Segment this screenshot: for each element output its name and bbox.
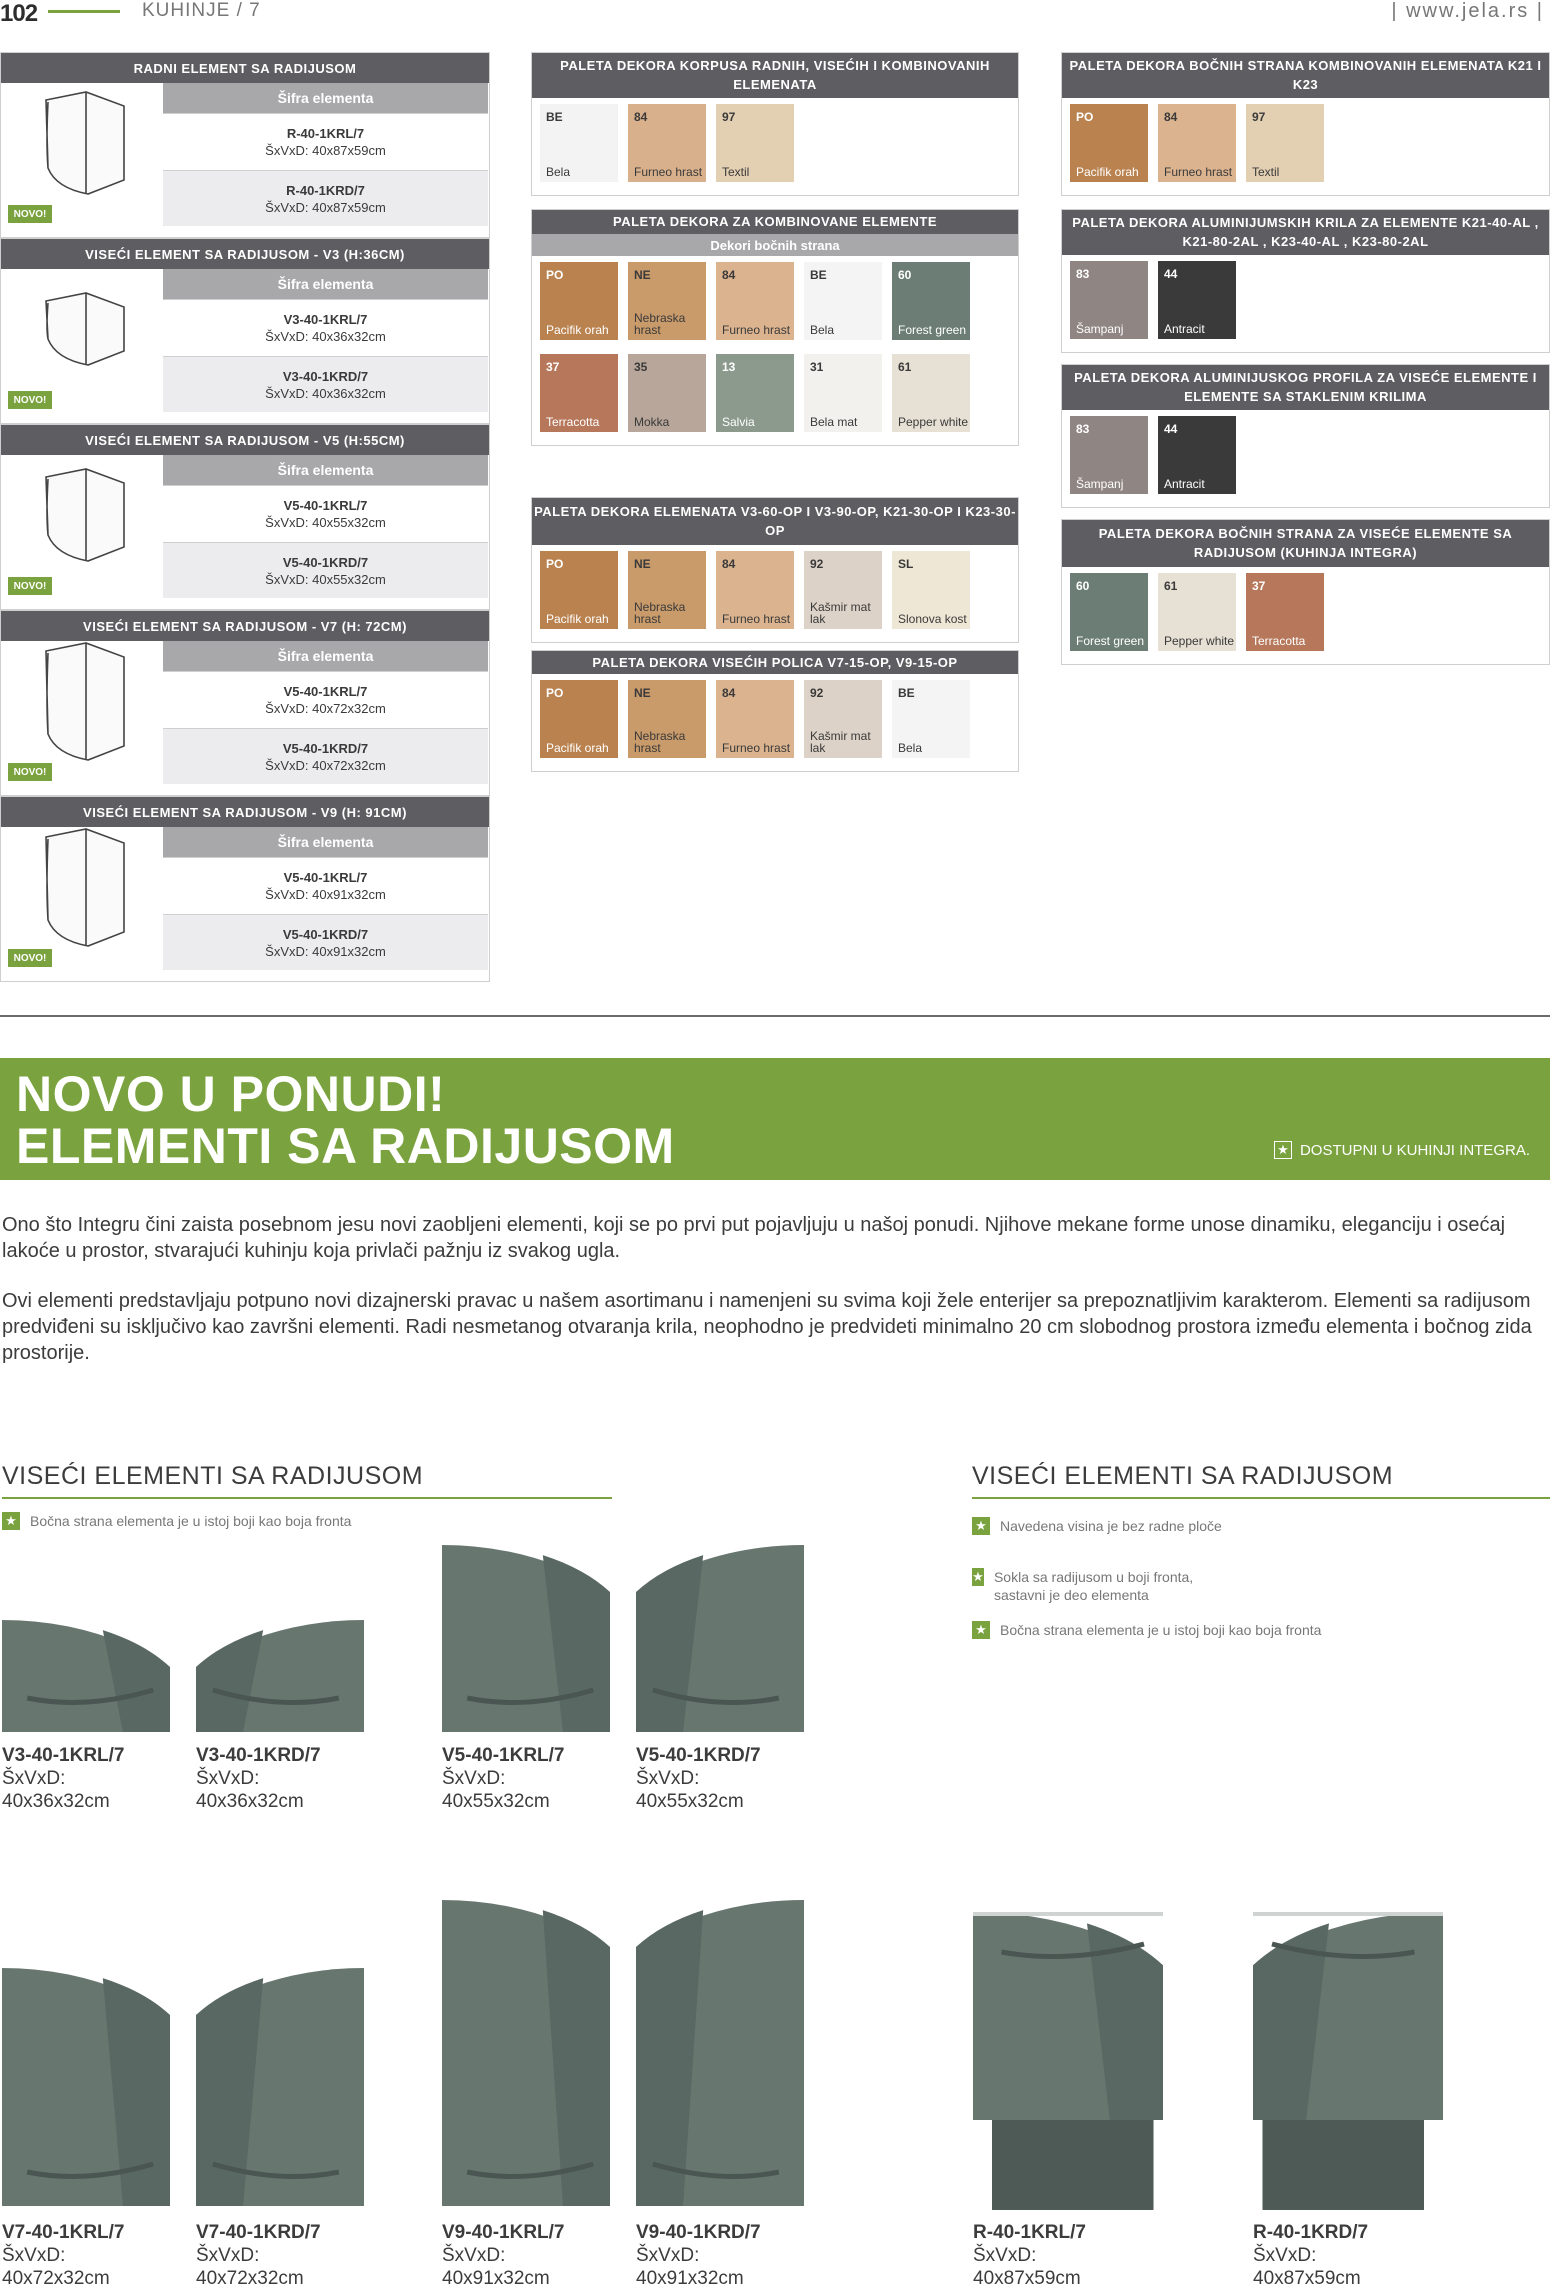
swatch-code: 13	[722, 360, 736, 374]
color-swatch[interactable]	[1070, 261, 1148, 339]
swatch-name: Furneo hrast	[722, 741, 791, 755]
right-note-2	[972, 1568, 1232, 1604]
swatch-code: PO	[546, 268, 564, 282]
site-url[interactable]: | www.jela.rs |	[1391, 0, 1544, 22]
cabinet-label	[442, 1744, 565, 1813]
right-section-heading: VISEĆI ELEMENTI SA RADIJUSOM	[972, 1462, 1394, 1490]
wall-cabinet-image	[2, 1968, 170, 2206]
cabinet-dimensions: 40x87x59cm	[973, 2268, 1081, 2289]
cabinet-outline-drawing	[26, 88, 136, 198]
swatch-name: Furneo hrast	[722, 323, 791, 337]
product-thumbnail	[4, 828, 158, 946]
swatch-code: PO	[1076, 110, 1094, 124]
color-swatch[interactable]	[540, 354, 618, 432]
cabinet-dimensions: 40x87x59cm	[1253, 2268, 1361, 2289]
intro-paragraph-2: Ovi elementi predstavljaju potpuno novi dizajnerski pravac u našem asortimanu i namenjeni su svima koji žele enterijer sa prepoznatljivim karakterom. Elementi sa radijusom predviđeni su isključivo kao završni elementi. Radi nesmetanog otvaranja krila, neophodno je predvideti minimalno 20 cm slobodnog prostora između elementa i bočnog zida prostorije.	[2, 1290, 1532, 1364]
cabinet-code: V3-40-1KRL/7	[2, 1745, 125, 1766]
product-code: V5-40-1KRD/7	[282, 926, 369, 942]
product-code: R-40-1KRL/7	[286, 125, 365, 141]
cabinet-label	[1253, 2221, 1368, 2290]
cabinet-label	[2, 2221, 125, 2290]
cabinet-outline-drawing	[26, 465, 136, 565]
color-swatch[interactable]	[804, 551, 882, 629]
product-code-row[interactable]	[163, 356, 488, 412]
product-block-title: RADNI ELEMENT SA RADIJUSOM	[1, 53, 489, 83]
product-dimensions: ŠxVxD: 40x36x32cm	[265, 328, 386, 344]
cabinet-label	[2, 1744, 125, 1813]
swatch-name: Textil	[1252, 165, 1280, 179]
wall-cabinet-image	[636, 1900, 804, 2206]
section-label: KUHINJE / 7	[142, 0, 261, 21]
cabinet-dim-label: ŠxVxD:	[442, 2245, 506, 2266]
color-swatch[interactable]	[716, 551, 794, 629]
swatch-name: Nebraska hrast	[634, 600, 686, 626]
swatch-name: Slonova kost	[898, 612, 967, 626]
cabinet-dimensions: 40x36x32cm	[2, 1791, 110, 1812]
product-dimensions: ŠxVxD: 40x72x32cm	[265, 700, 386, 716]
product-thumbnail	[4, 642, 158, 760]
cabinet-label	[442, 2221, 565, 2290]
cabinet-dimensions: 40x36x32cm	[196, 1791, 304, 1812]
cabinet-label	[636, 1744, 761, 1813]
product-dimensions: ŠxVxD: 40x91x32cm	[265, 943, 386, 959]
product-code: V3-40-1KRL/7	[283, 311, 368, 327]
product-code: V5-40-1KRL/7	[283, 869, 368, 885]
palette-title: PALETA DEKORA BOČNIH STRANA KOMBINOVANIH ELEMENATA K21 I K23	[1061, 52, 1550, 98]
cabinet-dim-label: ŠxVxD:	[196, 2245, 260, 2266]
color-swatch[interactable]	[628, 551, 706, 629]
swatch-code: BE	[546, 110, 563, 124]
product-dimensions: ŠxVxD: 40x55x32cm	[265, 571, 386, 587]
new-badge: NOVO!	[8, 205, 52, 223]
swatch-name: Terracotta	[1252, 634, 1306, 648]
product-dimensions: ŠxVxD: 40x87x59cm	[265, 199, 386, 215]
cabinet-dim-label: ŠxVxD:	[196, 1768, 260, 1789]
cabinet-code: V9-40-1KRL/7	[442, 2222, 565, 2243]
star-icon: ★	[972, 1517, 990, 1535]
cabinet-label	[636, 2221, 761, 2290]
color-swatch[interactable]	[628, 262, 706, 340]
swatch-name: Pacifik orah	[546, 741, 609, 755]
cabinet-code: V7-40-1KRL/7	[2, 2222, 125, 2243]
product-code: V5-40-1KRL/7	[283, 683, 368, 699]
product-dimensions: ŠxVxD: 40x55x32cm	[265, 514, 386, 530]
right-section-rule	[972, 1497, 1550, 1499]
swatch-code: 97	[1252, 110, 1266, 124]
cabinet-outline-drawing	[26, 289, 136, 369]
color-swatch[interactable]	[628, 354, 706, 432]
cabinet-code: V7-40-1KRD/7	[196, 2222, 321, 2243]
product-code: R-40-1KRD/7	[286, 182, 365, 198]
wall-cabinet-image	[636, 1545, 804, 1732]
cabinet-dimensions: 40x55x32cm	[442, 1791, 550, 1812]
swatch-name: Mokka	[634, 415, 670, 429]
color-swatch[interactable]	[804, 354, 882, 432]
swatch-name: Furneo hrast	[722, 612, 791, 626]
left-section-note	[2, 1512, 351, 1530]
swatch-code: SL	[898, 557, 914, 571]
availability-note	[1274, 1141, 1530, 1159]
product-code-header: Šifra elementa	[163, 641, 488, 671]
cabinet-dim-label: ŠxVxD:	[1253, 2245, 1317, 2266]
color-swatch[interactable]	[716, 104, 794, 182]
product-code: V5-40-1KRL/7	[283, 497, 368, 513]
color-swatch[interactable]	[716, 680, 794, 758]
color-swatch[interactable]	[1246, 573, 1324, 651]
color-swatch[interactable]	[1070, 104, 1148, 182]
new-badge: NOVO!	[8, 391, 52, 409]
availability-text: DOSTUPNI U KUHINJI INTEGRA.	[1299, 1141, 1530, 1159]
star-icon: ★	[972, 1569, 984, 1584]
swatch-code: NE	[634, 557, 651, 571]
swatch-code: 61	[898, 360, 912, 374]
product-code-row[interactable]	[163, 542, 488, 598]
palette-title: PALETA DEKORA ALUMINIJUSKOG PROFILA ZA VISEĆE ELEMENTE I ELEMENTE SA STAKLENIM KRILIMA	[1061, 364, 1550, 410]
page-number: 102	[0, 0, 38, 27]
swatch-name: Pacifik orah	[546, 323, 609, 337]
product-block-title: VISEĆI ELEMENT SA RADIJUSOM - V5 (H:55CM)	[1, 425, 489, 455]
color-swatch[interactable]	[1246, 104, 1324, 182]
cabinet-dimensions: 40x55x32cm	[636, 1791, 744, 1812]
cabinet-dim-label: ŠxVxD:	[973, 2245, 1037, 2266]
wall-cabinet-image	[196, 1620, 364, 1732]
swatch-code: BE	[898, 686, 915, 700]
cabinet-dim-label: ŠxVxD:	[2, 1768, 66, 1789]
left-section-rule	[2, 1497, 612, 1499]
cabinet-code: V5-40-1KRD/7	[636, 1745, 761, 1766]
swatch-code: 92	[810, 557, 824, 571]
product-code-row[interactable]	[163, 914, 488, 970]
palette-subtitle: Dekori bočnih strana	[531, 234, 1019, 256]
cabinet-label	[196, 2221, 321, 2290]
left-section-heading: VISEĆI ELEMENTI SA RADIJUSOM	[2, 1462, 424, 1490]
cabinet-label	[196, 1744, 321, 1813]
cabinet-code: R-40-1KRD/7	[1253, 2222, 1369, 2243]
product-code-header: Šifra elementa	[163, 269, 488, 299]
new-badge: NOVO!	[8, 763, 52, 781]
right-note-text: Sokla sa radijusom u boji fronta, sastavni je deo elementa	[993, 1569, 1194, 1603]
swatch-name: Nebraska hrast	[634, 729, 686, 755]
cabinet-code: V3-40-1KRD/7	[196, 1745, 321, 1766]
color-swatch[interactable]	[892, 262, 970, 340]
swatch-name: Furneo hrast	[634, 165, 703, 179]
palette-title: PALETA DEKORA BOČNIH STRANA ZA VISEĆE ELEMENTE SA RADIJUSOM (KUHINJA INTEGRA)	[1061, 519, 1550, 567]
swatch-name: Antracit	[1164, 322, 1205, 336]
left-note-text: Bočna strana elementa je u istoj boji kao boja fronta	[30, 1513, 352, 1529]
color-swatch[interactable]	[1158, 573, 1236, 651]
wall-cabinet-image	[442, 1545, 610, 1732]
product-code-row[interactable]	[163, 671, 488, 727]
new-badge: NOVO!	[8, 577, 52, 595]
right-note-1	[972, 1517, 1232, 1535]
wall-cabinet-image	[196, 1968, 364, 2206]
cabinet-dim-label: ŠxVxD:	[2, 2245, 66, 2266]
swatch-code: 44	[1164, 422, 1178, 436]
cabinet-dim-label: ŠxVxD:	[636, 1768, 700, 1789]
cabinet-dimensions: 40x72x32cm	[2, 2268, 110, 2289]
cabinet-label	[973, 2221, 1086, 2290]
swatch-code: BE	[810, 268, 827, 282]
color-swatch[interactable]	[1070, 573, 1148, 651]
swatch-code: 35	[634, 360, 648, 374]
color-swatch[interactable]	[1158, 261, 1236, 339]
product-dimensions: ŠxVxD: 40x87x59cm	[265, 142, 386, 158]
swatch-code: 84	[722, 268, 736, 282]
swatch-code: 84	[1164, 110, 1178, 124]
color-swatch[interactable]	[540, 104, 618, 182]
new-badge: NOVO!	[8, 949, 52, 967]
product-block-title: VISEĆI ELEMENT SA RADIJUSOM - V9 (H: 91CM)	[1, 797, 489, 827]
swatch-name: Kašmir mat lak	[810, 600, 871, 626]
color-swatch[interactable]	[892, 354, 970, 432]
color-swatch[interactable]	[716, 262, 794, 340]
swatch-name: Terracotta	[546, 415, 600, 429]
swatch-code: 44	[1164, 267, 1178, 281]
swatch-name: Šampanj	[1076, 322, 1124, 336]
swatch-name: Šampanj	[1076, 477, 1124, 491]
product-code-row[interactable]	[163, 299, 488, 355]
product-code: V5-40-1KRD/7	[282, 554, 369, 570]
swatch-name: Nebraska hrast	[634, 311, 686, 337]
swatch-name: Pacifik orah	[546, 612, 609, 626]
cabinet-code: V9-40-1KRD/7	[636, 2222, 761, 2243]
product-code-row[interactable]	[163, 857, 488, 913]
swatch-code: 60	[898, 268, 912, 282]
color-swatch[interactable]	[804, 262, 882, 340]
color-swatch[interactable]	[628, 104, 706, 182]
header-accent-line	[48, 10, 120, 13]
base-cabinet-image	[973, 1912, 1163, 2210]
cabinet-outline-drawing	[26, 639, 136, 764]
swatch-code: 92	[810, 686, 824, 700]
color-swatch[interactable]	[628, 680, 706, 758]
swatch-name: Salvia	[722, 415, 755, 429]
swatch-code: 83	[1076, 422, 1090, 436]
right-note-3	[972, 1621, 1372, 1639]
promo-banner	[0, 1058, 1550, 1180]
color-swatch[interactable]	[1158, 416, 1236, 494]
product-code: V3-40-1KRD/7	[282, 368, 369, 384]
product-thumbnail	[4, 84, 158, 202]
cabinet-dimensions: 40x91x32cm	[442, 2268, 550, 2289]
swatch-code: PO	[546, 686, 564, 700]
color-swatch[interactable]	[1070, 416, 1148, 494]
product-code-row[interactable]	[163, 485, 488, 541]
swatch-code: 31	[810, 360, 824, 374]
swatch-code: 37	[1252, 579, 1266, 593]
cabinet-dimensions: 40x72x32cm	[196, 2268, 304, 2289]
product-thumbnail	[4, 456, 158, 574]
swatch-code: PO	[546, 557, 564, 571]
color-swatch[interactable]	[540, 551, 618, 629]
cabinet-code: V5-40-1KRL/7	[442, 1745, 565, 1766]
base-cabinet-image	[1253, 1912, 1443, 2210]
swatch-name: Kašmir mat lak	[810, 729, 871, 755]
swatch-name: Bela	[546, 165, 571, 179]
section-divider	[0, 1015, 1550, 1017]
swatch-name: Pepper white	[1164, 634, 1235, 648]
star-icon: ★	[1274, 1141, 1292, 1159]
swatch-name: Forest green	[1076, 634, 1145, 648]
swatch-code: 37	[546, 360, 560, 374]
swatch-name: Antracit	[1164, 477, 1205, 491]
swatch-name: Pacifik orah	[1076, 165, 1139, 179]
right-note-text: Bočna strana elementa je u istoj boji kao boja fronta	[1000, 1622, 1322, 1638]
palette-title: PALETA DEKORA ALUMINIJUMSKIH KRILA ZA ELEMENTE K21-40-AL , K21-80-2AL , K23-40-AL , K23-80-2AL	[1061, 209, 1550, 255]
banner-line-2: ELEMENTI SA RADIJUSOM	[16, 1118, 675, 1174]
color-swatch[interactable]	[540, 680, 618, 758]
product-block-title: VISEĆI ELEMENT SA RADIJUSOM - V7 (H: 72CM)	[1, 611, 489, 641]
palette-title: PALETA DEKORA KORPUSA RADNIH, VISEĆIH I KOMBINOVANIH ELEMENATA	[531, 52, 1019, 98]
swatch-name: Pepper white	[898, 415, 969, 429]
swatch-code: 83	[1076, 267, 1090, 281]
swatch-name: Forest green	[898, 323, 967, 337]
product-dimensions: ŠxVxD: 40x36x32cm	[265, 385, 386, 401]
palette-title: PALETA DEKORA ELEMENATA V3-60-OP I V3-90-OP, K21-30-OP I K23-30-OP	[531, 497, 1019, 545]
swatch-code: 84	[722, 557, 736, 571]
product-code-header: Šifra elementa	[163, 455, 488, 485]
swatch-name: Bela mat	[810, 415, 858, 429]
palette-title: PALETA DEKORA ZA KOMBINOVANE ELEMENTE	[531, 209, 1019, 234]
swatch-code: 60	[1076, 579, 1090, 593]
swatch-code: NE	[634, 268, 651, 282]
swatch-code: 84	[722, 686, 736, 700]
swatch-name: Furneo hrast	[1164, 165, 1233, 179]
swatch-name: Bela	[810, 323, 835, 337]
swatch-code: 97	[722, 110, 736, 124]
product-code-header: Šifra elementa	[163, 83, 488, 113]
swatch-code: 84	[634, 110, 648, 124]
product-code-header: Šifra elementa	[163, 827, 488, 857]
cabinet-dim-label: ŠxVxD:	[636, 2245, 700, 2266]
swatch-code: NE	[634, 686, 651, 700]
product-thumbnail	[4, 270, 158, 388]
cabinet-dim-label: ŠxVxD:	[442, 1768, 506, 1789]
banner-title	[16, 1068, 675, 1172]
color-swatch[interactable]	[804, 680, 882, 758]
intro-paragraph-1: Ono što Integru čini zaista posebnom jesu novi zaobljeni elementi, koji se po prvi put pojavljuju u našoj ponudi. Njihove mekane forme unose dinamiku, eleganciju i osećaj lakoće u prostor, stvarajući kuhinju koja privlači pažnju iz svakog ugla.	[2, 1214, 1506, 1262]
product-code-row[interactable]	[163, 113, 488, 169]
product-block-title: VISEĆI ELEMENT SA RADIJUSOM - V3 (H:36CM)	[1, 239, 489, 269]
product-dimensions: ŠxVxD: 40x91x32cm	[265, 886, 386, 902]
cabinet-code: R-40-1KRL/7	[973, 2222, 1086, 2243]
color-swatch[interactable]	[1158, 104, 1236, 182]
swatch-code: 61	[1164, 579, 1178, 593]
color-swatch[interactable]	[540, 262, 618, 340]
product-code-row[interactable]	[163, 728, 488, 784]
color-swatch[interactable]	[892, 551, 970, 629]
star-icon: ★	[972, 1621, 990, 1639]
cabinet-outline-drawing	[26, 825, 136, 950]
star-icon: ★	[2, 1512, 20, 1530]
swatch-name: Textil	[722, 165, 750, 179]
swatch-name: Bela	[898, 741, 923, 755]
banner-line-1: NOVO U PONUDI!	[16, 1066, 446, 1122]
right-note-text: Navedena visina je bez radne ploče	[1000, 1518, 1222, 1534]
color-swatch[interactable]	[892, 680, 970, 758]
product-code-row[interactable]	[163, 170, 488, 226]
wall-cabinet-image	[442, 1900, 610, 2206]
palette-title: PALETA DEKORA VISEĆIH POLICA V7-15-OP, V9-15-OP	[531, 650, 1019, 674]
cabinet-dimensions: 40x91x32cm	[636, 2268, 744, 2289]
product-dimensions: ŠxVxD: 40x72x32cm	[265, 757, 386, 773]
wall-cabinet-image	[2, 1620, 170, 1732]
color-swatch[interactable]	[716, 354, 794, 432]
product-code: V5-40-1KRD/7	[282, 740, 369, 756]
